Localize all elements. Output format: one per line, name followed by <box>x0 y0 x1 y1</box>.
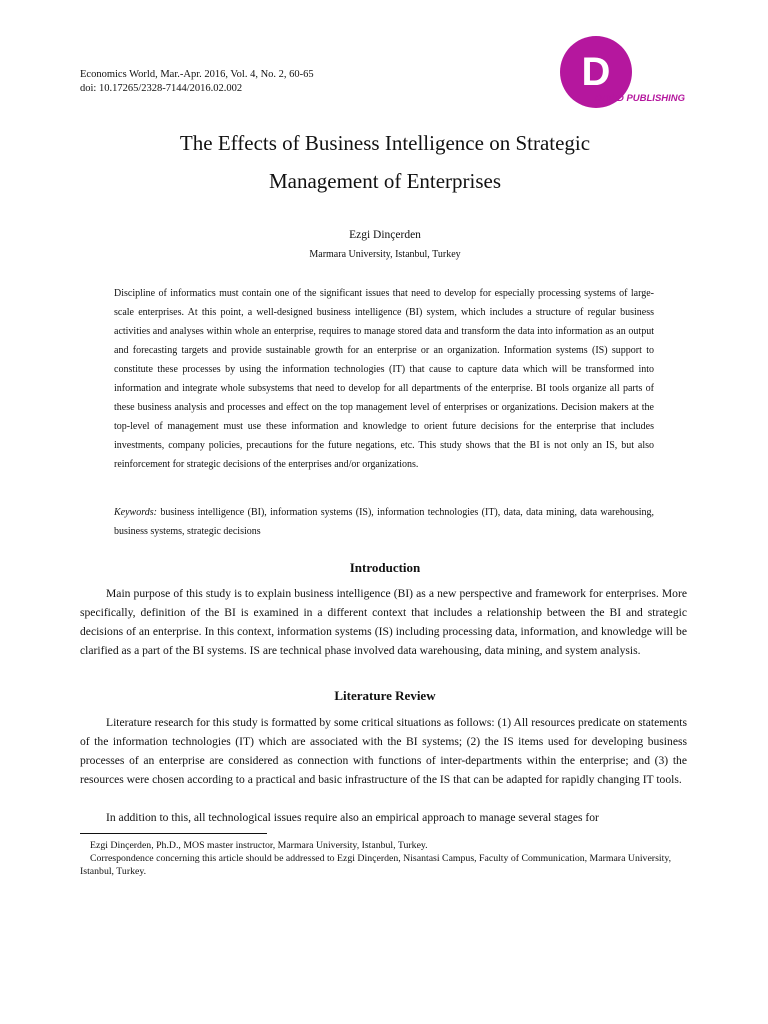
doi: doi: 10.17265/2328-7144/2016.02.002 <box>80 83 243 94</box>
keywords-text: business intelligence (BI), information systems (IS), information technologies (IT), data, data mining, data warehousing, business systems, strategic decisions <box>114 507 654 537</box>
logo-wordmark: DAVID PUBLISHING <box>594 93 686 104</box>
author-affiliation: Marmara University, Istanbul, Turkey <box>309 249 461 260</box>
article-title <box>80 124 690 200</box>
section-heading-literature-review: Literature Review <box>334 688 436 703</box>
footnote-divider <box>80 833 267 834</box>
journal-header <box>80 68 314 96</box>
keywords-label: Keywords: <box>114 507 157 518</box>
footnote-author: Ezgi Dinçerden, Ph.D., MOS master instructor, Marmara University, Istanbul, Turkey. <box>90 840 428 851</box>
footnotes <box>80 839 690 878</box>
author-name: Ezgi Dinçerden <box>349 229 421 241</box>
introduction-paragraph: Main purpose of this study is to explain business intelligence (BI) as a new perspective and framework for enterprises. More specifically, definition of the BI is examined in a different context that includes a relationship between the BI and strategic decisions of an enterprise. In this context, information systems (IS) including processing data, information, and knowledge will be clarified as a part of the BI systems. IS are technical phase involved data warehousing, data mining, and system analysis. <box>80 587 687 657</box>
literature-review-paragraph: Literature research for this study is formatted by some critical situations as follows: (1) All resources predicate on statements of the information technologies (IT) which are associated with the BI systems; (2) the IS items used for developing business processes of an enterprise are considered as connection with functions of inter-departments within the enterprise; and (3) the resources were chosen according to a practical and basic infrastructure of the IS that can be adapted for rapidly changing IT tools. <box>80 716 687 786</box>
keywords <box>114 503 654 541</box>
publisher-logo <box>556 36 696 108</box>
title-line-1: The Effects of Business Intelligence on Strategic <box>179 131 591 155</box>
title-line-2: Management of Enterprises <box>268 169 502 193</box>
journal-citation: Economics World, Mar.-Apr. 2016, Vol. 4, No. 2, 60-65 <box>80 69 314 80</box>
logo-letter: D <box>581 50 611 94</box>
abstract: Discipline of informatics must contain one of the significant issues that need to develop for especially processing systems of large-scale enterprises. At this point, a well-designed business intelligence (BI) system, which includes a structure of regular business activities and analyses within whole an enterprise, requires to manage stored data and transform the data into information as an output and forecasting targets and provide sustainable growth for an enterprise or an organization. Information systems (IS) support to constitute these processes by using the information technologies (IT) that cause to capture data which will be transformed into information and integrate whole subsystems that need to develop for all departments of the enterprise. BI tools organize all parts of these business analysis and processes and effect on the top management level of enterprises or organizations. Decision makers at the top-level of management must use these information and knowledge to orient future decisions for the enterprise that includes investments, company policies, precautions for the future negations, etc. This study shows that the BI is not only an IS, but also reinforcement for strategic decisions of the enterprises and/or organizations. <box>114 288 654 470</box>
literature-review-paragraph-2: In addition to this, all technological issues require also an empirical approach to manage several stages for <box>106 811 599 824</box>
footnote-correspondence: Correspondence concerning this article should be addressed to Ezgi Dinçerden, Nisantasi Campus, Faculty of Communication, Marmara University, Istanbul, Turkey. <box>80 853 672 877</box>
section-heading-introduction: Introduction <box>349 560 421 575</box>
